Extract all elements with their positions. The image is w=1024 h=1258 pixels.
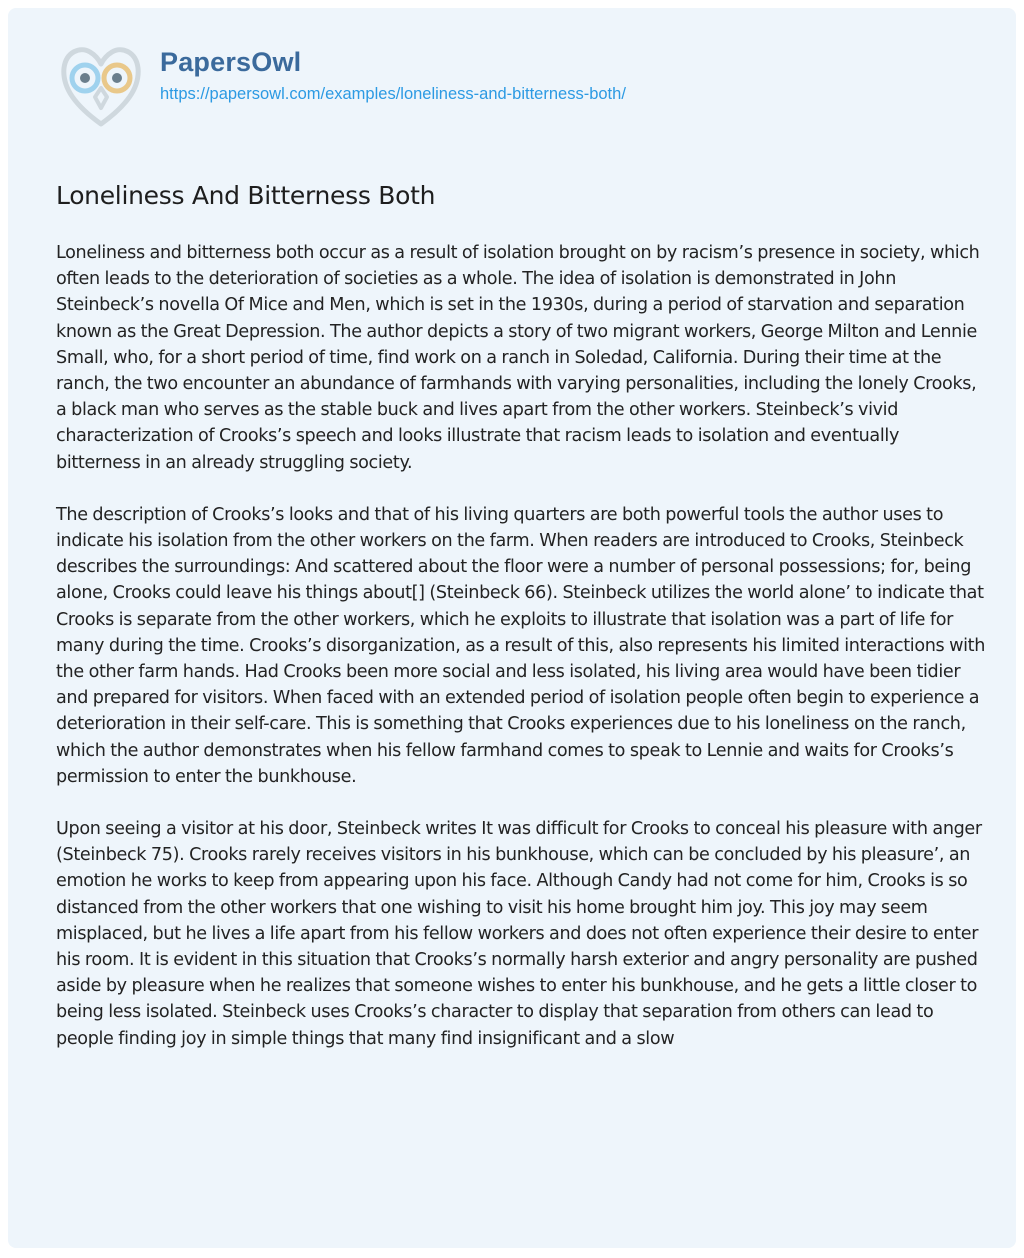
- paragraph-2: The description of Crooks’s looks and that of his living quarters are both powerful tools the author uses to indicate his isolation from the other workers on the farm. When readers are introduced to Crooks, Steinbeck describes the surroundings: And scattered about the floor were a number of personal possessions; for, being alone, Crooks could leave his things about[] (Steinbeck 66). Steinbeck utilizes the world alone’ to indicate that Crooks is separate from the other workers, which he exploits to illustrate that isolation was a part of life for many during the time. Crooks’s disorganization, as a result of this, also represents his limited interactions with the other farm hands. Had Crooks been more social and less isolated, his living area would have been tidier and prepared for visitors. When faced with an extended period of isolation people often begin to experience a deterioration in their self-care. This is something that Crooks experiences due to his loneliness on the ranch, which the author demonstrates when his fellow farmhand comes to speak to Lennie and waits for Crooks’s permission to enter the bunkhouse.: [56, 504, 986, 787]
- paragraph-3: Upon seeing a visitor at his door, Steinbeck writes It was difficult for Crooks to conceal his pleasure with anger (Steinbeck 75). Crooks rarely receives visitors in his bunkhouse, which can be concluded by his pleasure’, an emotion he works to keep from appearing upon his face. Although Candy had not come for him, Crooks is so distanced from the other workers that one wishing to visit his home brought him joy. This joy may seem misplaced, but he lives a life apart from his fellow workers and does not often experience their desire to enter his room. It is evident in this situation that Crooks’s normally harsh exterior and angry personality are pushed aside by pleasure when he realizes that someone wishes to enter his bunkhouse, and he gets a little closer to being less isolated. Steinbeck uses Crooks’s character to display that separation from others can lead to people finding joy in simple things that many find insignificant and a slow: [56, 819, 982, 1049]
- article-body: [56, 240, 986, 1078]
- paragraph-1: Loneliness and bitterness both occur as a result of isolation brought on by racism’s presence in society, which often leads to the deterioration of societies as a whole. The idea of isolation is demonstrated in John Steinbeck’s novella Of Mice and Men, which is set in the 1930s, during a period of starvation and separation known as the Great Depression. The author depicts a story of two migrant workers, George Milton and Lennie Small, who, for a short period of time, find work on a ranch in Soledad, California. During their time at the ranch, the two encounter an abundance of farmhands with varying personalities, including the lonely Crooks, a black man who serves as the stable buck and lives apart from the other workers. Steinbeck’s vivid characterization of Crooks’s speech and looks illustrate that racism leads to isolation and eventually bitterness in an already struggling society.: [56, 243, 980, 473]
- essay-card: [8, 8, 1016, 1248]
- brand-block: [160, 40, 626, 106]
- brand-name[interactable]: PapersOwl: [160, 47, 302, 77]
- site-header: [56, 40, 626, 130]
- source-url-link[interactable]: https://papersowl.com/examples/loneliness-and-bitterness-both/: [160, 85, 626, 103]
- owl-logo-icon[interactable]: [56, 40, 146, 130]
- article-title: Loneliness And Bitterness Both: [56, 181, 436, 210]
